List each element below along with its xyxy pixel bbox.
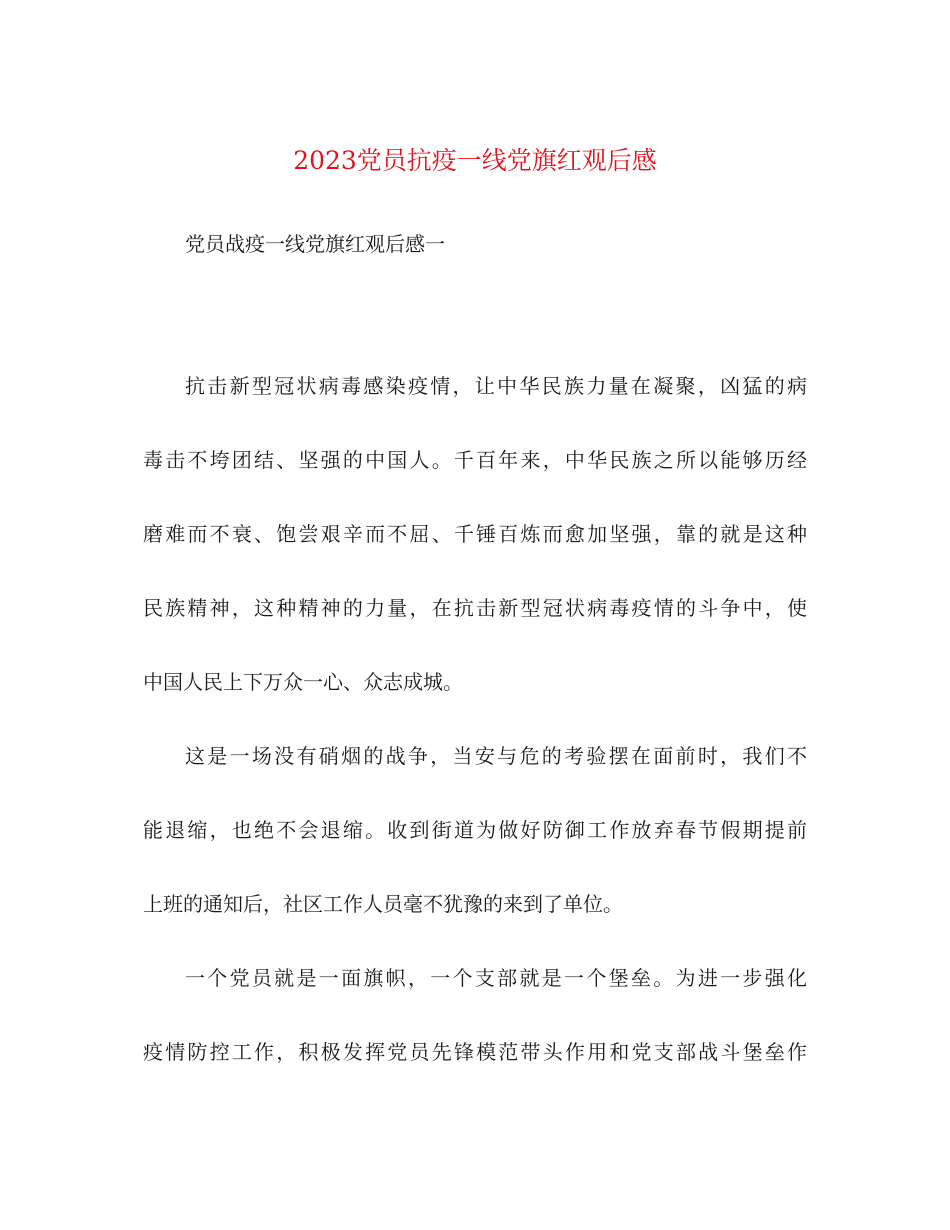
paragraph-line: 疫情防控工作，积极发挥党员先锋模范带头作用和党支部战斗堡垒作 — [143, 1040, 807, 1064]
paragraph-line: 毒击不垮团结、坚强的中国人。千百年来，中华民族之所以能够历经 — [143, 448, 807, 472]
paragraph-line: 这是一场没有硝烟的战争，当安与危的考验摆在面前时，我们不 — [185, 744, 807, 768]
paragraph-3 — [143, 963, 807, 1067]
paragraph-line: 能退缩，也绝不会退缩。收到街道为做好防御工作放弃春节假期提前 — [143, 818, 807, 842]
paragraph-line: 磨难而不衰、饱尝艰辛而不屈、千锤百炼而愈加坚强，靠的就是这种 — [143, 522, 807, 546]
paragraph-1 — [143, 371, 807, 697]
document-title: 2023党员抗疫一线党旗红观后感 — [293, 146, 657, 175]
paragraph-2 — [143, 741, 807, 919]
document-subtitle: 党员战疫一线党旗红观后感一 — [185, 232, 445, 256]
paragraph-line: 一个党员就是一面旗帜，一个支部就是一个堡垒。为进一步强化 — [185, 966, 807, 990]
paragraph-line: 中国人民上下万众一心、众志成城。 — [143, 670, 463, 694]
paragraph-line: 抗击新型冠状病毒感染疫情，让中华民族力量在凝聚，凶猛的病 — [185, 374, 807, 398]
document-body — [143, 371, 807, 1111]
paragraph-line: 民族精神，这种精神的力量，在抗击新型冠状病毒疫情的斗争中，使 — [143, 596, 807, 620]
paragraph-line: 上班的通知后，社区工作人员毫不犹豫的来到了单位。 — [143, 892, 623, 916]
